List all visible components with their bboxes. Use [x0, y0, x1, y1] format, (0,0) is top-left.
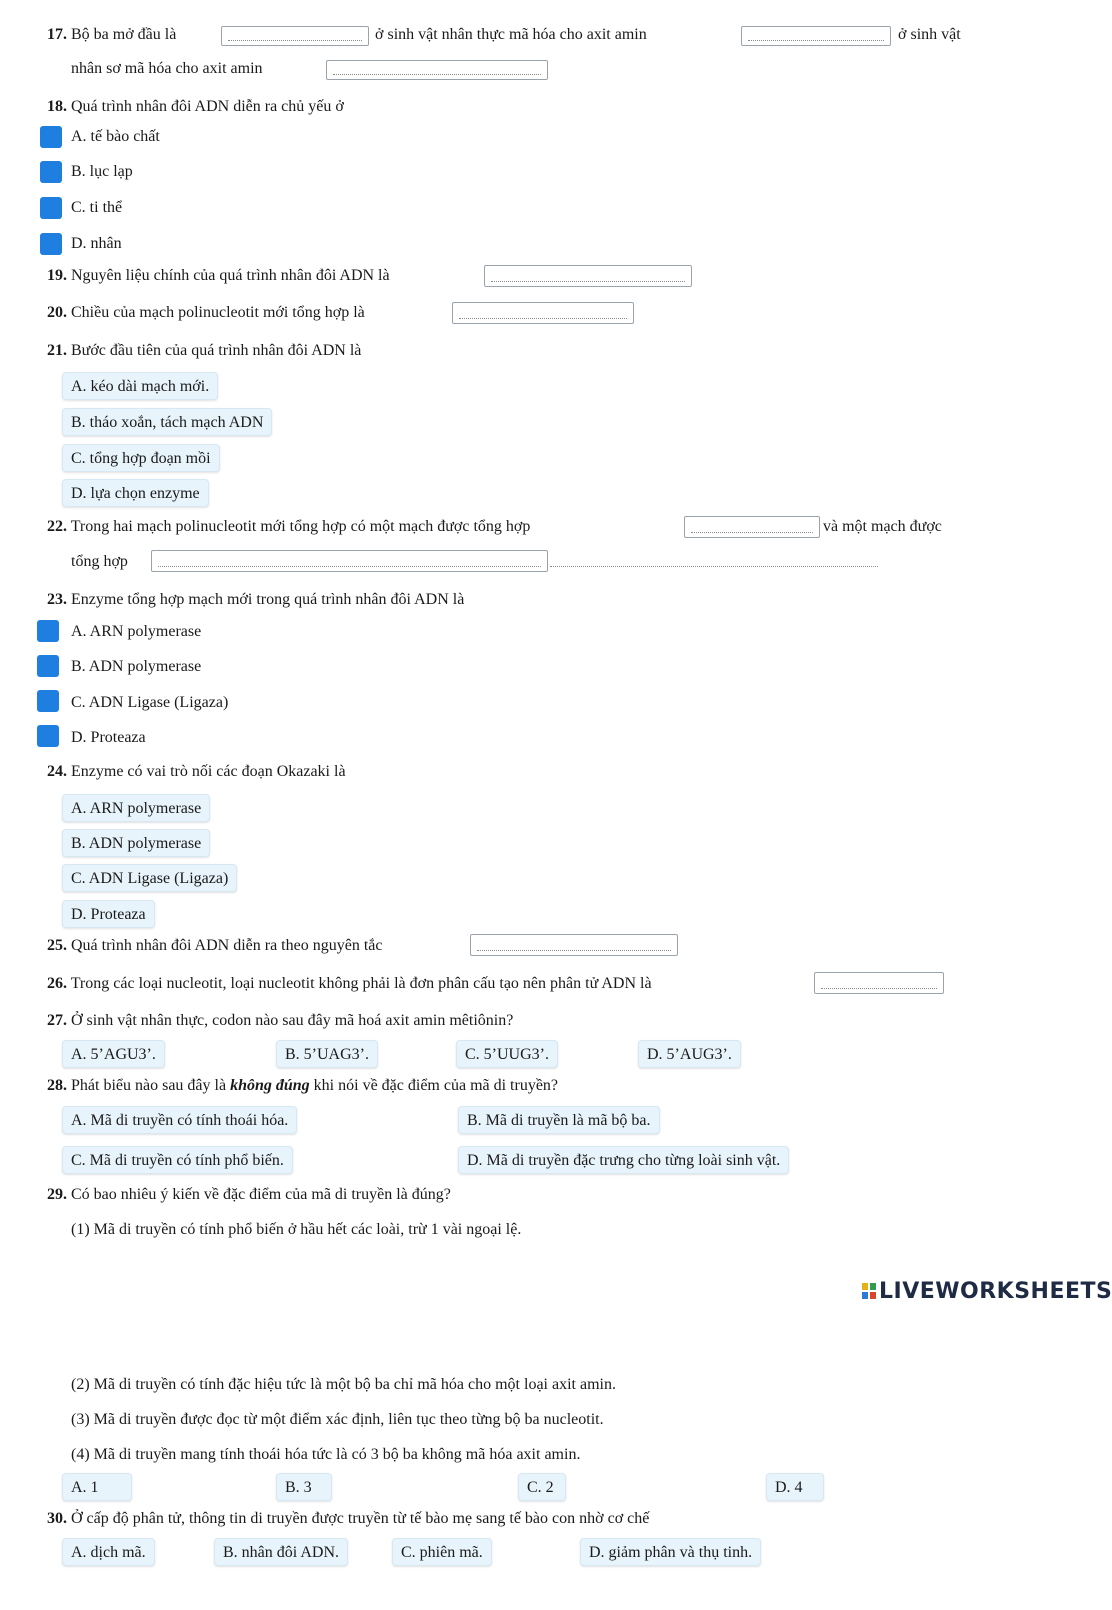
q23-option-d: D. Proteaza	[71, 729, 146, 746]
q29-option-a[interactable]: A. 1	[62, 1473, 132, 1501]
q17-answer-1[interactable]	[221, 26, 369, 46]
q28-question: 28. Phát biểu nào sau đây là không đúng khi nói về đặc điểm của mã di truyền?	[47, 1077, 559, 1094]
q29-option-d[interactable]: D. 4	[766, 1473, 824, 1501]
q23-option-b: B. ADN polymerase	[71, 658, 202, 675]
q30-option-d[interactable]: D. giảm phân và thụ tinh.	[580, 1538, 761, 1566]
q24-option-c[interactable]: C. ADN Ligase (Ligaza)	[62, 864, 237, 892]
q29-statement-2: (2) Mã di truyền có tính đặc hiệu tức là một bộ ba chỉ mã hóa cho một loại axit amin.	[71, 1376, 616, 1393]
q24-option-d[interactable]: D. Proteaza	[62, 900, 155, 928]
q28-option-d[interactable]: D. Mã di truyền đặc trưng cho từng loài sinh vật.	[458, 1146, 789, 1174]
q17-text-4: nhân sơ mã hóa cho axit amin	[71, 60, 263, 77]
q18-question: 18. Quá trình nhân đôi ADN diễn ra chủ yếu ở	[47, 98, 344, 115]
q24-option-a[interactable]: A. ARN polymerase	[62, 794, 210, 822]
q27-option-d[interactable]: D. 5’AUG3’.	[638, 1040, 741, 1068]
q21-option-a[interactable]: A. kéo dài mạch mới.	[62, 372, 218, 400]
q30-option-a[interactable]: A. dịch mã.	[62, 1538, 155, 1566]
q28-option-b[interactable]: B. Mã di truyền là mã bộ ba.	[458, 1106, 660, 1134]
q17-line1: 17. Bộ ba mở đầu là	[47, 26, 177, 43]
q29-option-c[interactable]: C. 2	[518, 1473, 566, 1501]
q22-answer-2[interactable]	[151, 550, 548, 572]
q23-option-c-radio[interactable]	[37, 690, 59, 712]
q18-option-d-radio[interactable]	[40, 233, 62, 255]
q21-question: 21. Bước đầu tiên của quá trình nhân đôi ADN là	[47, 342, 362, 359]
q25-question: 25. Quá trình nhân đôi ADN diễn ra theo nguyên tắc	[47, 937, 383, 954]
q23-option-d-radio[interactable]	[37, 725, 59, 747]
q21-option-d[interactable]: D. lựa chọn enzyme	[62, 479, 209, 507]
q28-option-a[interactable]: A. Mã di truyền có tính thoái hóa.	[62, 1106, 297, 1134]
q18-option-b: B. lục lạp	[71, 163, 133, 180]
q29-option-b[interactable]: B. 3	[276, 1473, 332, 1501]
q17-text-2: ở sinh vật nhân thực mã hóa cho axit amin	[375, 26, 647, 43]
q25-answer[interactable]	[470, 934, 678, 956]
q23-question: 23. Enzyme tổng hợp mạch mới trong quá trình nhân đôi ADN là	[47, 591, 465, 608]
q19-answer[interactable]	[484, 265, 692, 287]
q22-text-2: và một mạch được	[823, 518, 942, 535]
q18-option-a-radio[interactable]	[40, 126, 62, 148]
q24-option-b[interactable]: B. ADN polymerase	[62, 829, 210, 857]
liveworksheets-icon	[862, 1283, 876, 1299]
q19-question: 19. Nguyên liệu chính của quá trình nhân đôi ADN là	[47, 267, 390, 284]
q30-option-b[interactable]: B. nhân đôi ADN.	[214, 1538, 348, 1566]
q20-question: 20. Chiều của mạch polinucleotit mới tổng hợp là	[47, 304, 365, 321]
q23-option-c: C. ADN Ligase (Ligaza)	[71, 694, 229, 711]
q27-option-a[interactable]: A. 5’AGU3’.	[62, 1040, 165, 1068]
q29-question: 29. Có bao nhiêu ý kiến về đặc điểm của mã di truyền là đúng?	[47, 1186, 451, 1203]
q21-option-b[interactable]: B. tháo xoắn, tách mạch ADN	[62, 408, 272, 436]
q18-option-c: C. ti thể	[71, 199, 123, 216]
q21-option-c[interactable]: C. tổng hợp đoạn mồi	[62, 444, 220, 472]
q28-option-c[interactable]: C. Mã di truyền có tính phổ biến.	[62, 1146, 293, 1174]
q26-question: 26. Trong các loại nucleotit, loại nucleotit không phải là đơn phân cấu tạo nên phân tử ADN là	[47, 975, 652, 992]
q30-question: 30. Ở cấp độ phân tử, thông tin di truyền được truyền từ tế bào mẹ sang tế bào con nhờ cơ chế	[47, 1510, 650, 1527]
q27-option-c[interactable]: C. 5’UUG3’.	[456, 1040, 558, 1068]
q27-question: 27. Ở sinh vật nhân thực, codon nào sau đây mã hoá axit amin mêtiônin?	[47, 1012, 514, 1029]
q29-statement-1: (1) Mã di truyền có tính phổ biến ở hầu hết các loài, trừ 1 vài ngoại lệ.	[71, 1221, 522, 1238]
q18-option-b-radio[interactable]	[40, 161, 62, 183]
q18-option-d: D. nhân	[71, 235, 122, 252]
q18-option-a: A. tế bào chất	[71, 128, 160, 145]
q22-dotted-line	[550, 566, 878, 567]
q20-answer[interactable]	[452, 302, 634, 324]
liveworksheets-logo: LIVEWORKSHEETS	[862, 1279, 1112, 1304]
q23-option-a: A. ARN polymerase	[71, 623, 202, 640]
q17-answer-2[interactable]	[741, 26, 891, 46]
q29-statement-4: (4) Mã di truyền mang tính thoái hóa tức là có 3 bộ ba không mã hóa axit amin.	[71, 1446, 581, 1463]
q29-statement-3: (3) Mã di truyền được đọc từ một điểm xác định, liên tục theo từng bộ ba nucleotit.	[71, 1411, 604, 1428]
q22-text-3: tổng hợp	[71, 553, 128, 570]
q22-line1: 22. Trong hai mạch polinucleotit mới tổng hợp có một mạch được tổng hợp	[47, 518, 531, 535]
q22-answer-1[interactable]	[684, 516, 820, 538]
q26-answer[interactable]	[814, 972, 944, 994]
q23-option-a-radio[interactable]	[37, 620, 59, 642]
q23-option-b-radio[interactable]	[37, 655, 59, 677]
q17-text-3: ở sinh vật	[898, 26, 961, 43]
q18-option-c-radio[interactable]	[40, 197, 62, 219]
q30-option-c[interactable]: C. phiên mã.	[392, 1538, 492, 1566]
q24-question: 24. Enzyme có vai trò nối các đoạn Okazaki là	[47, 763, 346, 780]
q27-option-b[interactable]: B. 5’UAG3’.	[276, 1040, 378, 1068]
q17-answer-3[interactable]	[326, 60, 548, 80]
